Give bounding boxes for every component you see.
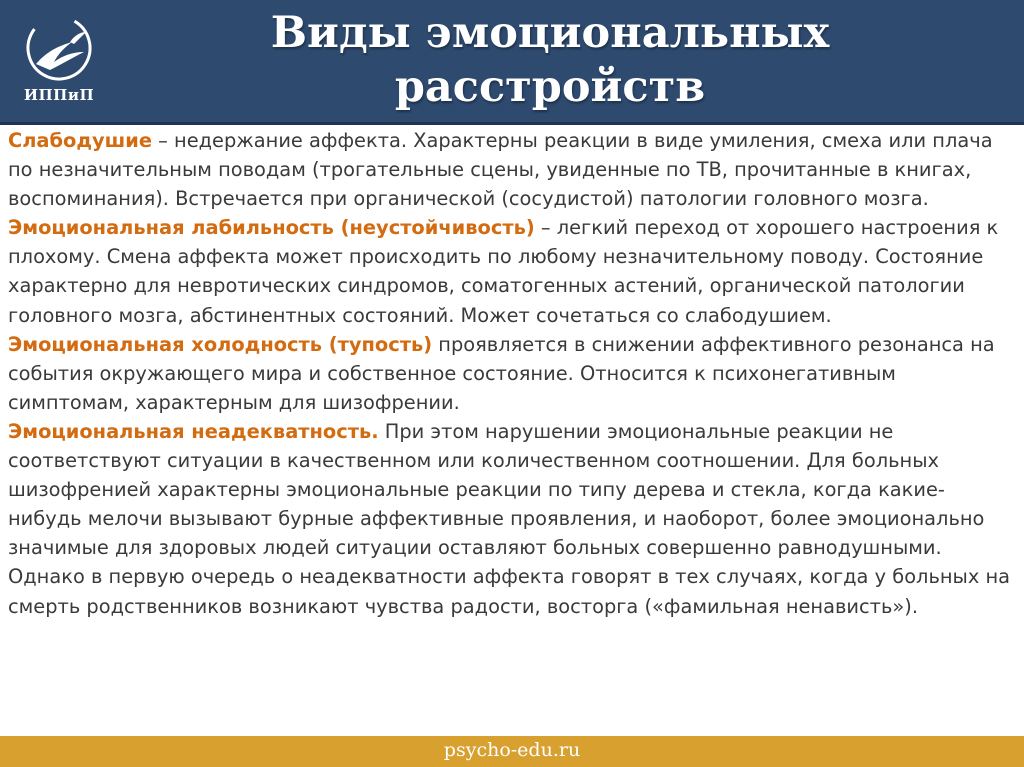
paragraph-inadequacy: [8, 417, 1018, 621]
bird-emblem-icon: [14, 12, 104, 88]
title-line-1: Виды эмоциональных: [270, 8, 830, 58]
slide-title: [150, 6, 950, 114]
term-highlight: Эмоциональная неадекватность.: [8, 419, 379, 443]
term-highlight: Слабодушие: [8, 129, 153, 152]
paragraph-slabodushie: [8, 126, 1018, 213]
paragraph-lability: [8, 213, 1018, 329]
paragraph-text: – легкий переход от хорошего настроения к плохому. Смена аффекта может происходить по любому незначительному поводу. Состояние характерно для невротических синдромов, соматогенных астений, органической патологии головного мозга, абстинентных состояний. Может сочетаться со слабодушием.: [8, 216, 999, 327]
term-highlight: Эмоциональная лабильность (неустойчивость): [8, 216, 535, 240]
slide-header: [0, 0, 1024, 125]
footer-site-link[interactable]: psycho-edu.ru: [443, 739, 581, 761]
slide-footer: [0, 736, 1024, 767]
paragraph-text: – недержание аффекта. Характерны реакции в виде умиления, смеха или плача по незначительным поводам (трогательные сцены, увиденные по ТВ, прочитанные в книгах, воспоминания). Встречается при органической (сосудистой) патологии головного мозга.: [8, 129, 993, 211]
slide-body: [8, 126, 1018, 621]
term-highlight: Эмоциональная холодность (тупость): [8, 332, 433, 356]
paragraph-text: проявляется в снижении аффективного резонанса на события окружающего мира и собственное состояние. Относится к психонегативным симптомам, характерным для шизофрении.: [8, 332, 995, 414]
institute-logo: [14, 12, 104, 112]
title-line-2: расстройств: [394, 62, 706, 112]
logo-text: ИППиП: [23, 86, 95, 104]
paragraph-text: При этом нарушении эмоциональные реакции не соответствуют ситуации в качественном или количественном соотношении. Для больных шизофренией характерны эмоциональные реакции по типу дерева и стекла, когда какие-нибудь мелочи вызывают бурные аффективные проявления, и наоборот, более эмоционально значимые для здоровых людей ситуации оставляют больных совершенно равнодушными. Однако в первую очередь о неадекватности аффекта говорят в тех случаях, когда у больных на смерть родственников возникают чувства радости, восторга («фамильная ненависть»).: [8, 419, 1011, 618]
paragraph-coldness: [8, 330, 1018, 417]
